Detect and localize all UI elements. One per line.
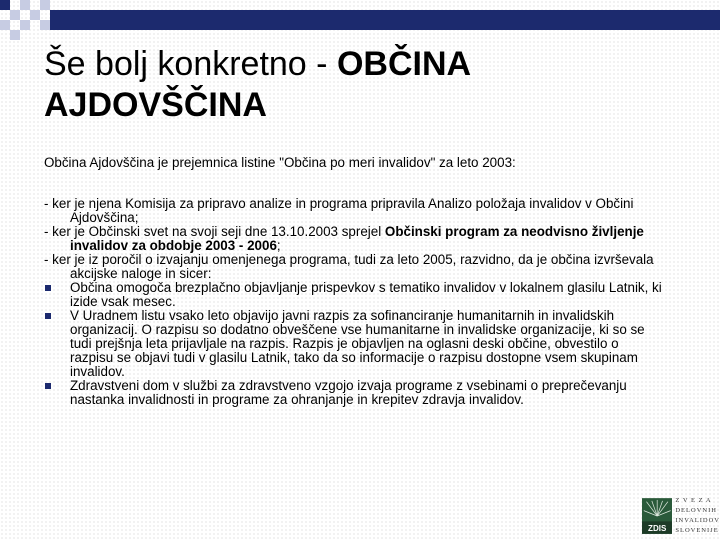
bullet-item: Občina omogoča brezplačno objavljanje prispevkov s tematiko invalidov v lokalnem glasilu Latnik, ki izide vsak mesec. bbox=[44, 281, 664, 309]
zdis-logo bbox=[642, 496, 720, 540]
zdis-logo-icon bbox=[642, 496, 672, 536]
content-list bbox=[44, 197, 664, 407]
dash-item: - ker je Občinski svet na svoji seji dne 13.10.2003 sprejel Občinski program za neodvisno življenje invalidov za obdobje 2003 - 2006; bbox=[44, 224, 644, 253]
logo-abbr: ZDIS bbox=[648, 524, 667, 534]
dash-item: - ker je iz poročil o izvajanju omenjenega programa, tudi za leto 2005, razvidno, da je občina izvrševala akcijske naloge in sicer: bbox=[44, 252, 654, 281]
bullet-item: V Uradnem listu vsako leto objavijo javni razpis za sofinanciranje humanitarnih in invalidskih organizacij. O razpisu so dodatno obveščene vse humanitarne in invalidske organizacije, ki so se tudi prejšnja leta prijavljale na razpis. Razpis je objavljen na oglasni deski občine, obvestilo o razpisu se objavi tudi v glasilu Latnik, tako da so informacije o razpisu dostopne vsem skupinam invalidov. bbox=[44, 309, 664, 379]
intro-text: Občina Ajdovščina je prejemnica listine "Občina po meri invalidov" za leto 2003: bbox=[44, 155, 516, 170]
program-name: Občinski program za neodvisno življenje invalidov za obdobje 2003 - 2006 bbox=[70, 224, 644, 253]
dash-item: - ker je njena Komisija za pripravo analize in programa pripravila Analizo položaja invalidov v Občini Ajdovščina; bbox=[44, 196, 634, 225]
header-bar bbox=[50, 10, 720, 30]
title-bold: OBČINA AJDOVŠČINA bbox=[44, 45, 470, 124]
slide-title bbox=[44, 44, 684, 126]
title-prefix: Še bolj konkretno - bbox=[44, 45, 337, 83]
logo-text: Z V E Z A DELOVNIH INVALIDOV SLOVENIJE bbox=[675, 497, 720, 534]
bullet-item: Zdravstveni dom v službi za zdravstveno vzgojo izvaja programe z vsebinami o preprečevanju nastanka invalidnosti in programe za ohranjanje in krepitev zdravja invalidov. bbox=[44, 379, 664, 407]
